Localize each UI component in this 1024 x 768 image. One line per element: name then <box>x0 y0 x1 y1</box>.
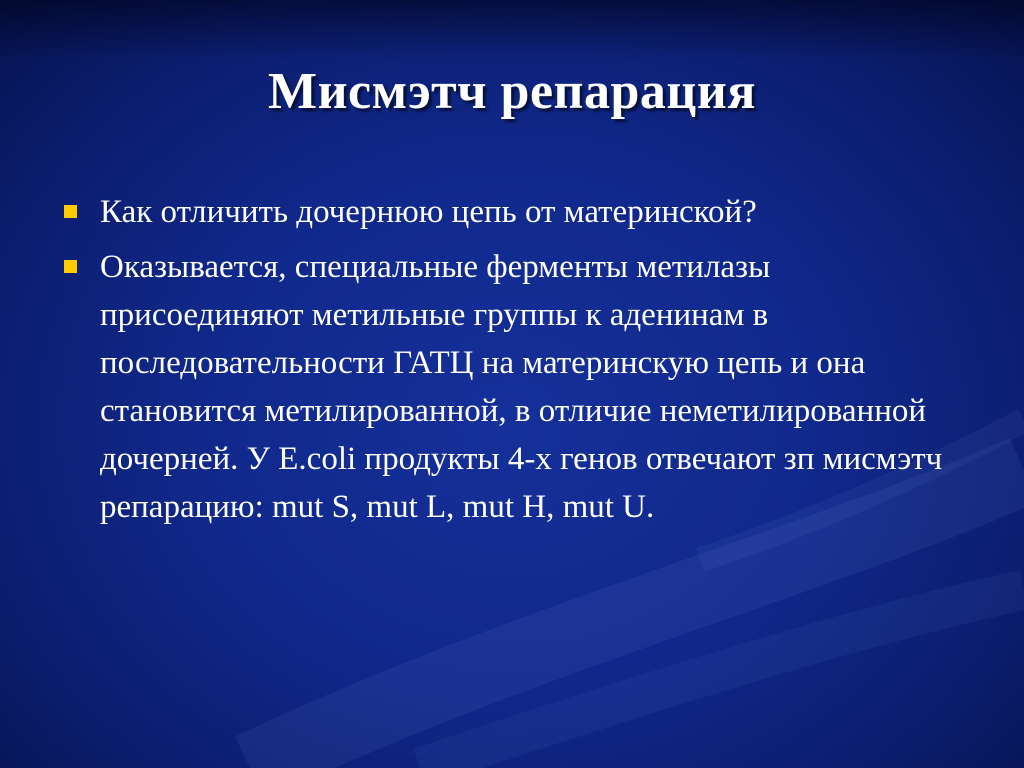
bullet-item <box>60 243 960 531</box>
bullet-list <box>60 188 960 531</box>
square-bullet-icon <box>64 260 77 273</box>
bullet-text: Оказывается, специальные ферменты метилазы присоединяют метильные группы к аденинам в последовательности ГАТЦ на материнскую цепь и она становится метилированной, в отличие неметилированной дочерней. У E.coli продукты 4-х генов отвечают зп мисмэтч репарацию: mut S, mut L, mut H, mut U. <box>100 249 943 525</box>
square-bullet-icon <box>64 205 77 218</box>
bullet-item <box>60 188 960 236</box>
bullet-text: Как отличить дочернюю цепь от материнской? <box>100 194 757 230</box>
slide-title: Мисмэтч репарация <box>268 63 756 120</box>
